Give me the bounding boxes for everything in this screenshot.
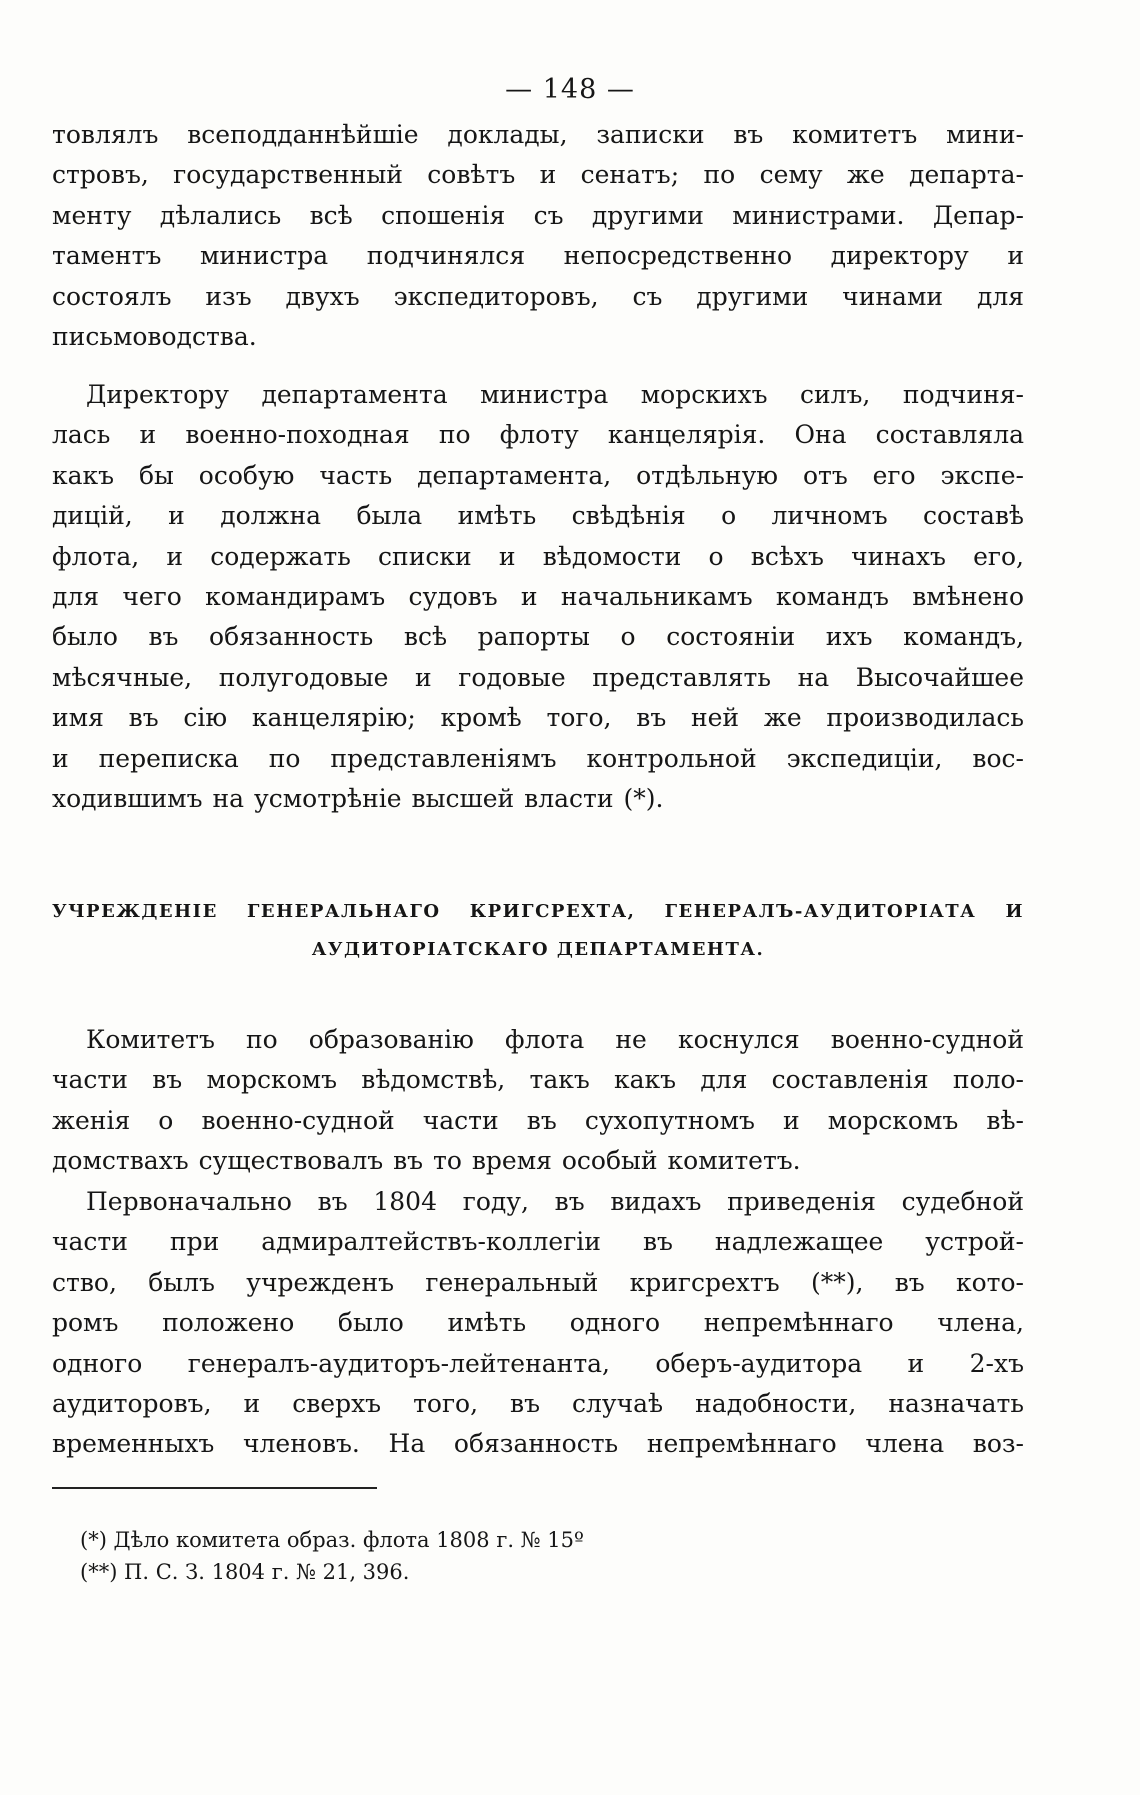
section-heading [52, 893, 1024, 969]
footnote-divider [52, 1487, 377, 1489]
paragraph-kriegsrecht [52, 1182, 1024, 1465]
text-line: домствахъ существовалъ въ то время особый комитетъ. [52, 1146, 801, 1176]
text-line: ство, былъ учрежденъ генеральный кригсрехтъ (**), въ кото- [52, 1267, 1024, 1297]
text-line: лась и военно-походная по флоту канцелярія. Она составляла [52, 420, 1024, 450]
text-line: и переписка по представленіямъ контрольной экспедиціи, вос- [52, 743, 1024, 773]
footnote: (*) Дѣло комитета образ. флота 1808 г. № 15º [80, 1528, 584, 1552]
text-line: состоялъ изъ двухъ экспедиторовъ, съ другими чинами для [52, 281, 1024, 311]
text-line: товлялъ всеподданнѣйшіе доклады, записки въ комитетъ мини- [52, 120, 1024, 149]
heading-line: УЧРЕЖДЕНІЕ ГЕНЕРАЛЬНАГО КРИГСРЕХТА, ГЕНЕРАЛЪ-АУДИТОРІАТА И [52, 901, 1024, 922]
heading-line: АУДИТОРІАТСКАГО ДЕПАРТАМЕНТА. [311, 939, 765, 960]
text-line: стровъ, государственный совѣтъ и сенатъ; по сему же департа- [52, 160, 1024, 190]
text-line: было въ обязанность всѣ рапорты о состояніи ихъ командъ, [52, 622, 1024, 652]
paragraph-committee [52, 1020, 1024, 1182]
text-line: временныхъ членовъ. На обязанность непремѣннаго члена воз- [52, 1429, 1024, 1459]
text-line: флота, и содержать списки и вѣдомости о всѣхъ чинахъ его, [52, 541, 1024, 571]
text-line: аудиторовъ, и сверхъ того, въ случаѣ надобности, назначать [52, 1388, 1024, 1418]
text-line: части при адмиралтействъ-коллегіи въ надлежащее устрой- [52, 1227, 1024, 1257]
footnotes [80, 1524, 780, 1588]
text-line: Комитетъ по образованію флота не коснулся военно-судной [86, 1025, 1024, 1054]
text-line: дицій, и должна была имѣть свѣдѣнія о личномъ составѣ [52, 501, 1024, 531]
text-line: мѣсячные, полугодовые и годовые представлять на Высочайшее [52, 662, 1024, 692]
text-line: таментъ министра подчинялся непосредственно директору и [52, 241, 1024, 271]
text-line: одного генералъ-аудиторъ-лейтенанта, оберъ-аудитора и 2-хъ [52, 1348, 1024, 1378]
text-line: ромъ положено было имѣть одного непремѣннаго члена, [52, 1308, 1024, 1338]
text-line: какъ бы особую часть департамента, отдѣльную отъ его экспе- [52, 460, 1024, 490]
text-line: Директору департамента министра морскихъ силъ, подчиня- [86, 380, 1024, 409]
text-line: письмоводства. [52, 321, 257, 351]
text-line: ходившимъ на усмотрѣніе высшей власти (*). [52, 783, 664, 813]
text-line: части въ морскомъ вѣдомствѣ, такъ какъ для составленія поло- [52, 1065, 1024, 1095]
footnote: (**) П. С. З. 1804 г. № 21, 396. [80, 1560, 410, 1584]
text-line: для чего командирамъ судовъ и начальникамъ командъ вмѣнено [52, 581, 1024, 611]
paragraph-military-chancellery [52, 375, 1024, 819]
text-line: Первоначально въ 1804 году, въ видахъ приведенія судебной [86, 1187, 1024, 1216]
text-line: имя въ сію канцелярію; кромѣ того, въ ней же производилась [52, 703, 1024, 733]
paragraph-continuation [52, 115, 1024, 357]
page-number: — 148 — [505, 74, 635, 105]
text-line: менту дѣлались всѣ спошенія съ другими министрами. Депар- [52, 200, 1024, 230]
text-line: женія о военно-судной части въ сухопутномъ и морскомъ вѣ- [52, 1105, 1024, 1135]
